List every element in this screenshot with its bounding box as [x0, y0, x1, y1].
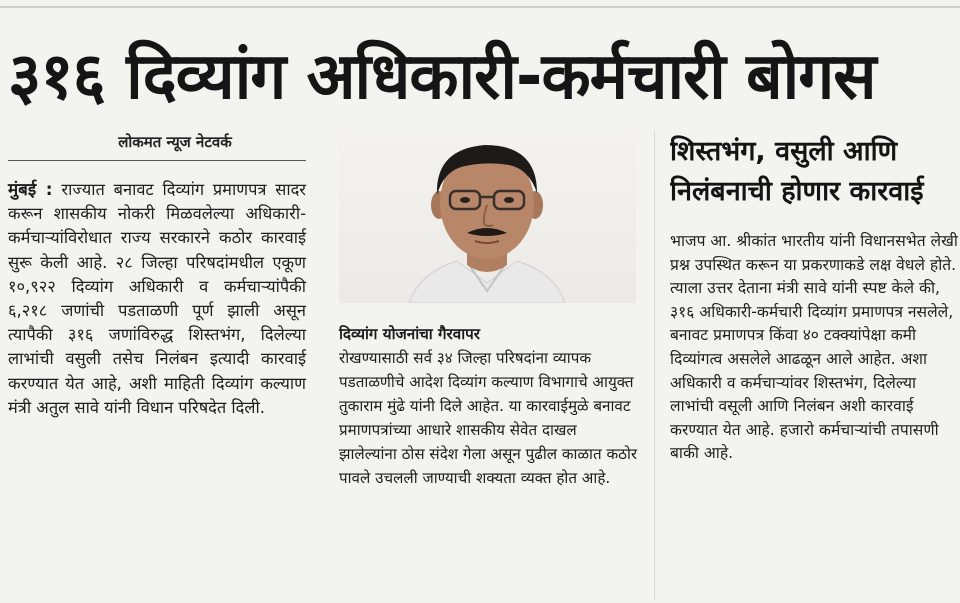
- article-text: राज्यात बनावट दिव्यांग प्रमाणपत्र सादर करून शासकीय नोकरी मिळवलेल्या अधिकारी-कर्मचाऱ्यांविरोधात राज्य सरकारने कठोर कारवाई सुरू केली आहे. २८ जिल्हा परिषदांमधील एकूण १०,९२२ दिव्यांग अधिकारी व कर्मचाऱ्यांपैकी ६,२१८ जणांची पडताळणी पूर्ण झाली असून त्यापैकी ३१६ जणांविरुद्ध शिस्तभंग, दिलेल्या लाभांची वसुली तसेच निलंबन इत्यादी कारवाई करण्यात येत आहे, अशी माहिती दिव्यांग कल्याण मंत्री अतुल सावे यांनी विधान परिषदेत दिली.: [8, 180, 306, 417]
- portrait-photo: [339, 133, 636, 303]
- headline: ३१६ दिव्यांग अधिकारी-कर्मचारी बोगस: [8, 40, 876, 114]
- portrait-icon: [339, 133, 636, 303]
- subhead-line-2: निलंबनाची होणार कारवाई: [670, 176, 924, 207]
- column-divider: [654, 130, 655, 600]
- dateline: मुंबई :: [8, 180, 53, 200]
- sidebar-subhead: [670, 132, 960, 212]
- caption-text: रोखण्यासाठी सर्व ३४ जिल्हा परिषदांना व्यापक पडताळणीचे आदेश दिव्यांग कल्याण विभागाचे आयुक्त तुकाराम मुंढे यांनी दिले आहेत. या कारवाईमुळे बनावट प्रमाणपत्रांच्या आधारे शासकीय सेवेत दाखल झालेल्यांना ठोस संदेश गेला असून पुढील काळात कठोर पावले उचलली जाण्याची शक्यता व्यक्त होत आहे.: [339, 349, 638, 487]
- byline: लोकमत न्यूज नेटवर्क: [118, 133, 232, 151]
- sidebar-body: भाजप आ. श्रीकांत भारतीय यांनी विधानसभेत लेखी प्रश्न उपस्थित करून या प्रकरणाकडे लक्ष वेधले होते. त्याला उत्तर देताना मंत्री सावे यांनी स्पष्ट केले की, ३१६ अधिकारी-कर्मचारी दिव्यांग प्रमाणपत्र नसलेले, बनावट प्रमाणपत्र किंवा ४० टक्क्यांपेक्षा कमी दिव्यांगत्व असलेले आढळून आले आहेत. अशा अधिकारी व कर्मचाऱ्यांवर शिस्तभंग, दिलेल्या लाभांची वसूली आणि निलंबन अशी कारवाई करण्यात येत आहे. हजारो कर्मचाऱ्यांची तपासणी बाकी आहे.: [670, 232, 958, 463]
- top-rule: [0, 6, 960, 8]
- article-body: [8, 178, 306, 420]
- photo-caption: [339, 322, 639, 490]
- byline-divider: [8, 160, 306, 161]
- caption-title: दिव्यांग योजनांचा गैरवापर: [339, 325, 480, 343]
- subhead-line-1: शिस्तभंग, वसुली आणि: [670, 136, 898, 167]
